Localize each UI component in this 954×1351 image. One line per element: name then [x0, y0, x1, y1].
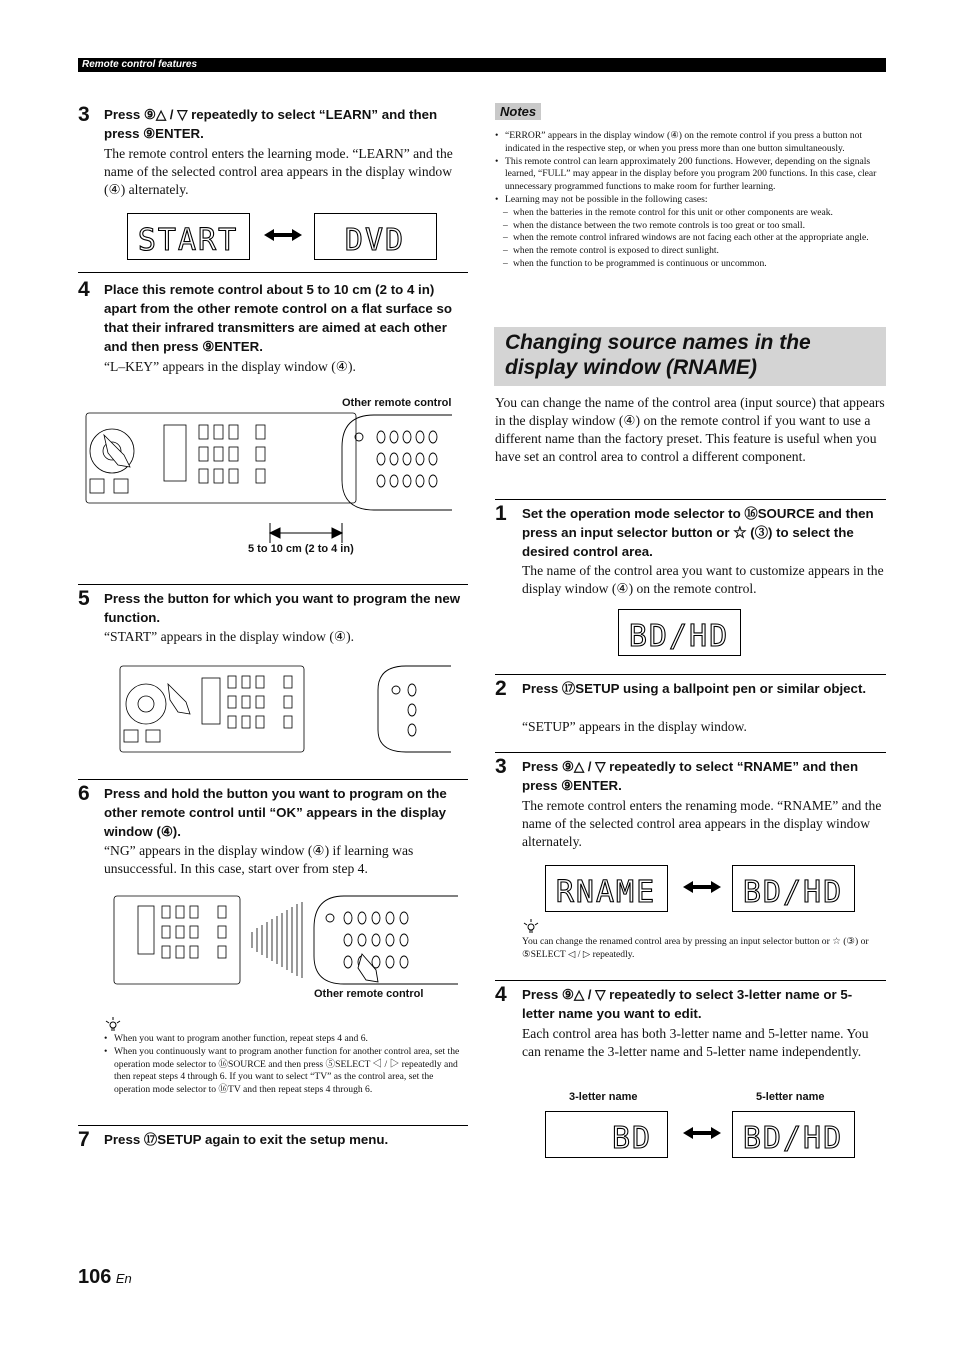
learning-figure [84, 395, 468, 560]
display-window-bd [545, 1111, 668, 1158]
figure-label: Other remote control [314, 988, 424, 1000]
step-number: 3 [78, 103, 90, 126]
step-heading: Press ⑨△ / ▽ repeatedly to select 3-letter name or 5-letter name you want to edit. [522, 987, 853, 1021]
step-number: 1 [495, 502, 507, 525]
divider [495, 752, 886, 753]
figure-label: Other remote control [342, 397, 452, 409]
tip-item: • When you want to program another function, repeat steps 4 and 6. [104, 1033, 468, 1046]
other-remote-illustration [342, 415, 452, 510]
section-header-bar [78, 58, 886, 72]
note-subitem: – when the function to be programmed is continuous or uncommon. [495, 258, 885, 271]
step-body: “SETUP” appears in the display window. [522, 719, 747, 734]
infrared-signal-icon [252, 902, 302, 978]
figure-label: 5 to 10 cm (2 to 4 in) [248, 543, 354, 555]
display-window-bdhd [618, 609, 741, 656]
note-subitem: – when the batteries in the remote control for this unit or other components are weak. [495, 207, 885, 220]
step-number: 6 [78, 782, 90, 805]
page-number-block [78, 1266, 132, 1289]
alternate-arrow-icon [262, 228, 304, 242]
other-remote-illustration [314, 896, 458, 984]
page-number: 106 [78, 1266, 112, 1288]
notes-label: Notes [495, 103, 541, 120]
section-intro: You can change the name of the control area (input source) that appears in the display window (④) on the remote control if you want to use a different name than the factory preset. This feature is useful when you have set an control area to control a different component. [495, 395, 885, 464]
divider [78, 779, 468, 780]
lcd-text: DVD [344, 223, 406, 258]
step-number: 4 [78, 278, 90, 301]
display-window-dvd [314, 213, 437, 260]
divider [495, 499, 886, 500]
alternate-arrow-icon [681, 1126, 723, 1140]
step-heading: Place this remote control about 5 to 10 cm (2 to 4 in) apart from the other remote control on a flat surface so that their infrared transmitters are aimed at each other and then press ⑨ENTER. [104, 282, 452, 354]
step-number: 3 [495, 755, 507, 778]
remote-control-illustration [114, 896, 240, 984]
remote-control-illustration [120, 666, 304, 752]
section-title: Changing source names in the display window (RNAME) [505, 331, 811, 379]
note-subitem: – when the distance between the two remote controls is too great or too small. [495, 220, 885, 233]
step-heading: Set the operation mode selector to ⑯SOURCE and then press an input selector button or ☆ (③) to select the desired control area. [522, 506, 874, 559]
tips-list [104, 1033, 468, 1097]
divider [78, 272, 468, 273]
divider [495, 980, 886, 981]
note-subitem: – when the remote control infrared windows are not facing each other at the appropriate angle. [495, 232, 885, 245]
tip-icon [104, 1016, 122, 1032]
notes-heading [495, 103, 541, 121]
display-window-bdhd [732, 865, 855, 912]
figure-label: 5-letter name [756, 1091, 825, 1103]
step-number: 2 [495, 677, 507, 700]
step-heading: Press ⑰SETUP using a ballpoint pen or similar object. [522, 681, 867, 696]
lcd-text: START [137, 223, 239, 258]
step-heading: Press and hold the button you want to program on the other remote control until “OK” appears in the display window (④). [104, 786, 447, 839]
section-title-box [494, 327, 886, 386]
tip-item: • When you continuously want to program another function for another control area, set the operation mode selector to ⑯SOURCE and then press ⑤SELECT ◁ / ▷ repeatedly and then repeat steps 4 through 6. If you want to select “TV” as the control area, set the operation mode selector to ⑯TV and then repeat steps 4 through 6. [104, 1046, 468, 1097]
note-subitem: – when the remote control is exposed to direct sunlight. [495, 245, 885, 258]
tip-icon [522, 918, 540, 934]
note-item: • This remote control can learn approximately 200 functions. However, depending on the signals learned, “FULL” may appear in the display before you program 200 functions. In this case, clear unnecessary programmed functions to make room for further learning. [495, 156, 885, 194]
note-item: • Learning may not be possible in the following cases: [495, 194, 885, 207]
lcd-text: BD/HD [628, 619, 730, 654]
step-heading: Press the button for which you want to program the new function. [104, 591, 461, 625]
step-number: 5 [78, 587, 90, 610]
lcd-text: BD [611, 1121, 653, 1156]
step-number: 7 [78, 1128, 90, 1151]
notes-list [495, 130, 885, 271]
step-body: The name of the control area you want to customize appears in the display window (④) on the remote control. [522, 563, 884, 596]
press-button-figure [116, 660, 456, 756]
display-window-start [127, 213, 250, 260]
divider [78, 584, 468, 585]
section-header-label: Remote control features [82, 59, 198, 70]
remote-control-illustration [86, 413, 356, 503]
divider [495, 674, 886, 675]
step-body: Each control area has both 3-letter name and 5-letter name. You can rename the 3-letter name and 5-letter name independently. [522, 1026, 869, 1059]
figure-label: 3-letter name [569, 1091, 638, 1103]
note-item: • “ERROR” appears in the display window (④) on the remote control if you press a button not indicated in the respective step, or when you press more than one button simultaneously. [495, 130, 885, 156]
step-body: “START” appears in the display window (④). [104, 629, 355, 644]
display-window-bdhd [732, 1111, 855, 1158]
step-body: The remote control enters the renaming mode. “RNAME” and the name of the selected control area appears in the display window alternately. [522, 798, 882, 849]
hold-button-figure [112, 892, 462, 988]
lcd-text: BD/HD [742, 875, 844, 910]
other-remote-illustration [378, 666, 451, 752]
step-heading: Press ⑰SETUP again to exit the setup menu. [104, 1132, 389, 1147]
lcd-text: BD/HD [742, 1121, 844, 1156]
display-window-rname [545, 865, 668, 912]
alternate-arrow-icon [681, 880, 723, 894]
page-language: En [115, 1271, 132, 1286]
divider [78, 1125, 468, 1126]
tip-text: You can change the renamed control area by pressing an input selector button or ☆ (③) or ⑤SELECT ◁ / ▷ repeatedly. [522, 936, 869, 960]
step-body: “NG” appears in the display window (④) if learning was unsuccessful. In this case, start over from step 4. [104, 843, 414, 876]
distance-arrow-icon [270, 523, 342, 543]
step-heading: Press ⑨△ / ▽ repeatedly to select “LEARN” and then press ⑨ENTER. [104, 107, 438, 141]
step-body: The remote control enters the learning mode. “LEARN” and the name of the selected control area appears in the display window (④) alternately. [104, 146, 453, 197]
step-body: “L–KEY” appears in the display window (④). [104, 359, 356, 374]
step-number: 4 [495, 983, 507, 1006]
lcd-text: RNAME [555, 875, 657, 910]
step-heading: Press ⑨△ / ▽ repeatedly to select “RNAME” and then press ⑨ENTER. [522, 759, 859, 793]
